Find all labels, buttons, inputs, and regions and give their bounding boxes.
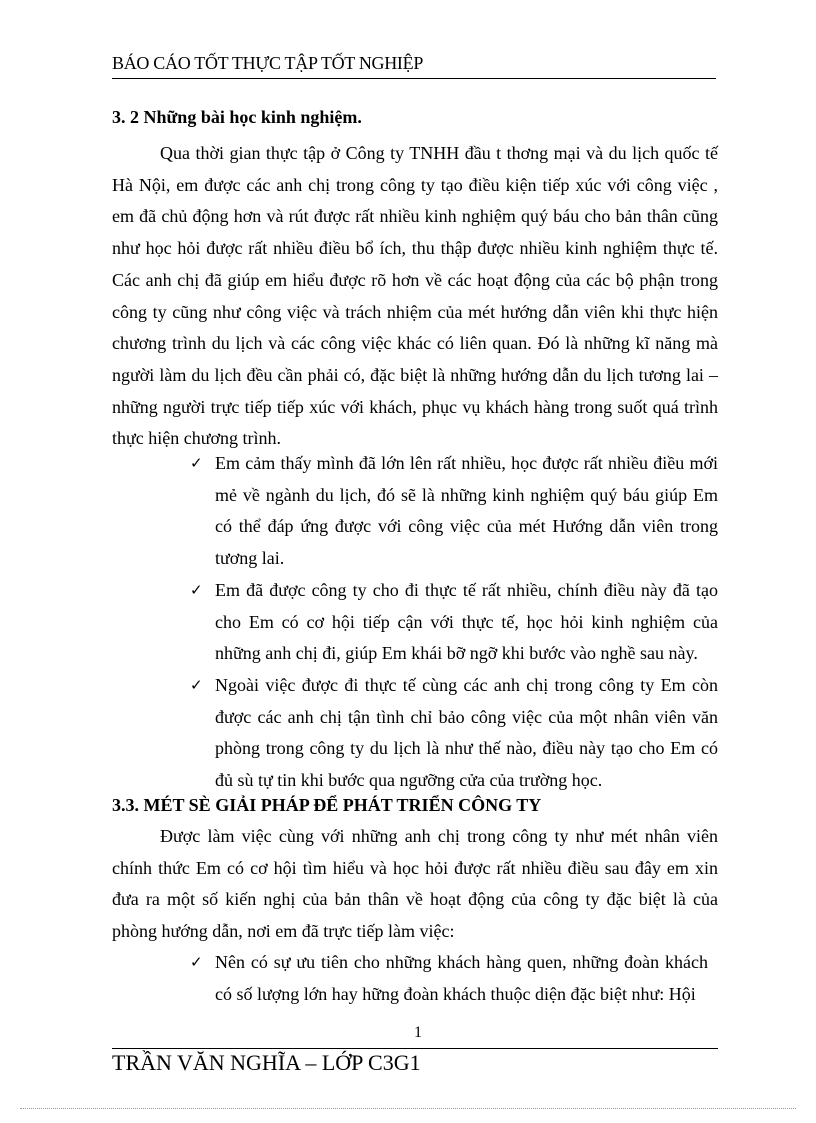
check-mark-icon: ✓ — [190, 675, 203, 694]
paragraph-solutions: Được làm việc cùng với những anh chị trong công ty như mét nhân viên chính thức Em có cơ hội tìm hiểu và học hỏi được rất nhiều điều sau đây em xin đưa ra một số kiến nghị của bản thân về hoạt động của công ty đặc biệt là của phòng hướng dẫn, nơi em đã trực tiếp làm việc: — [112, 826, 718, 942]
footer-author: TRẦN VĂN NGHĨA – LỚP C3G1 — [112, 1050, 421, 1075]
paragraph-lessons: Qua thời gian thực tập ở Công ty TNHH đầu t thơng mại và du lịch quốc tế Hà Nội, em được các anh chị trong công ty tạo điều kiện tiếp xúc với công việc , em đã chủ động hơn và rút được rất nhiều kinh nghiệm quý báu cho bản thân cũng như học hỏi được rất nhiều điều bổ ích, thu thập được nhiều kinh nghiệm thực tế. Các anh chị đã giúp em hiểu được rõ hơn về các hoạt động của các bộ phận trong công ty cũng như công việc và trách nhiệm của mét hướng dẫn viên khi thực hiện chương trình du lịch và các công việc khác có liên quan. Đó là những kĩ năng mà người làm du lịch đều cần phải có, đặc biệt là những hướng dẫn du lịch tương lai – những người trực tiếp tiếp xúc với khách, phục vụ khách hàng trong suốt quá trình thực hiện chương trình. — [112, 143, 718, 449]
list-item: ✓ Ngoài việc được đi thực tế cùng các anh chị trong công ty Em còn được các anh chị tận tình chỉ bảo công việc của một nhân viên văn phòng trong công ty du lịch là như thế nào, điều này tạo cho Em có đủ sù tự tin khi bước qua ngưỡng cửa của trường học. — [190, 670, 718, 797]
list-item: ✓ Nên có sự ưu tiên cho những khách hàng quen, những đoàn khách có số lượng lớn hay hững đoàn khách thuộc diện đặc biệt như: Hội — [190, 947, 708, 1010]
list-item: ✓ Em đã được công ty cho đi thực tế rất nhiều, chính điều này đã tạo cho Em có cơ hội tiếp cận với thực tế, học hỏi kinh nghiệm của những anh chị đi, giúp Em khái bỡ ngỡ khi bước vào nghề sau này. — [190, 575, 718, 670]
check-mark-icon: ✓ — [190, 454, 203, 472]
list-item: ✓ Em cảm thấy mình đã lớn lên rất nhiều, học được rất nhiều điều mới mẻ về ngành du lịch, đó sẽ là những kinh nghiệm quý báu giúp Em có thể đáp ứng được với công việc của mét Hướng dẫn viên trong tương lai. — [190, 448, 718, 575]
page-border-divider — [20, 1108, 796, 1109]
page-footer — [112, 1048, 718, 1077]
section-heading-solutions: 3.3. MÉT SÈ GIẢI PHÁP ĐỂ PHÁT TRIỂN CÔNG TY — [112, 795, 542, 815]
bullet-list-solutions — [190, 947, 708, 1010]
check-mark-icon: ✓ — [190, 580, 203, 599]
bullet-list-lessons — [190, 448, 718, 797]
page-number: 1 — [414, 1024, 422, 1041]
section-heading-lessons: 3. 2 Những bài học kinh nghiệm. — [112, 107, 362, 127]
page-header — [112, 52, 716, 79]
report-title: BÁO CÁO TỐT THỰC TẬP TỐT NGHIỆP — [112, 53, 424, 73]
check-mark-icon: ✓ — [190, 953, 203, 971]
